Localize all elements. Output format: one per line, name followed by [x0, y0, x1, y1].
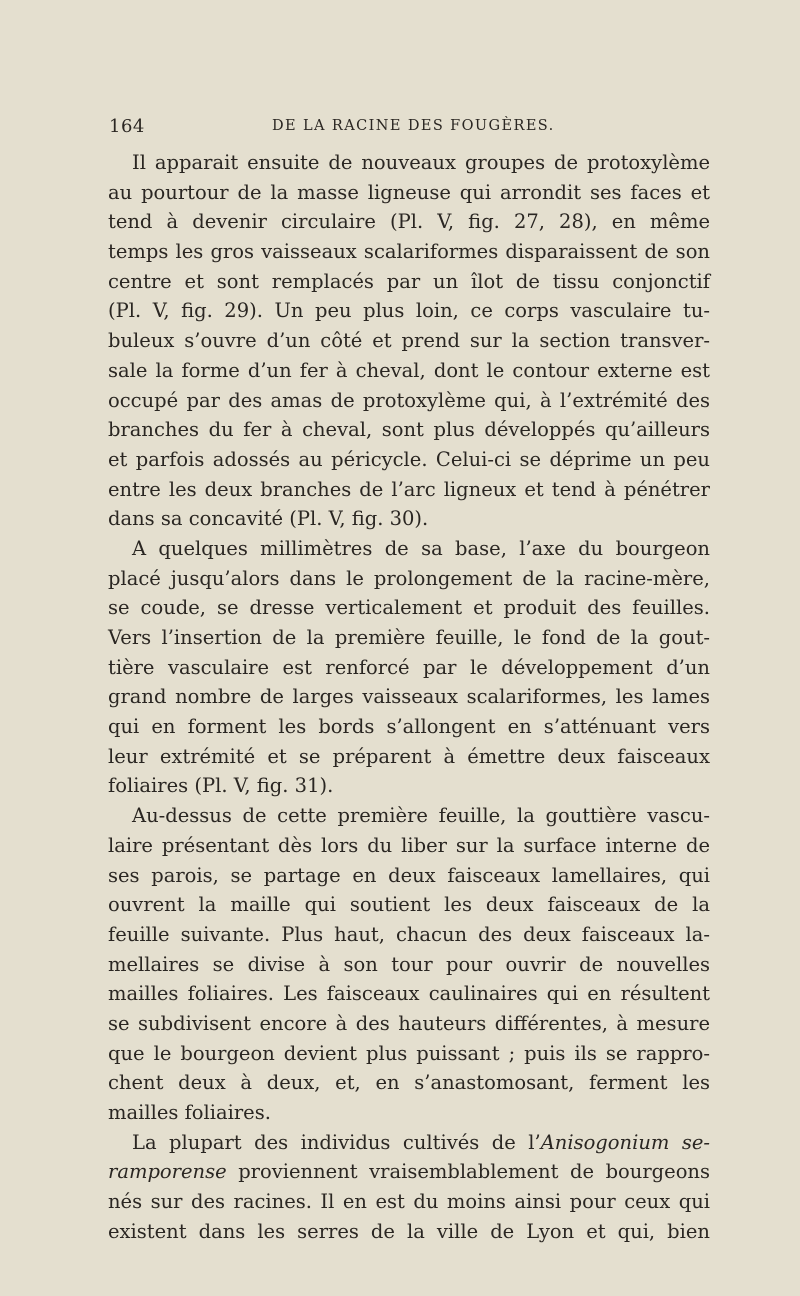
text-line: au pourtour de la masse ligneuse qui arrondit ses faces et [108, 180, 710, 204]
line-text: proviennent vraisemblablement de bourgeons [226, 1160, 710, 1184]
text-line: centre et sont remplacés par un îlot de tissu conjonctif [108, 269, 710, 293]
body-text [108, 148, 710, 1246]
text-line: Il apparait ensuite de nouveaux groupes de protoxylème [132, 151, 710, 174]
text-line: entre les deux branches de l’arc ligneux et tend à pénétrer [108, 477, 710, 501]
text-line: nés sur des racines. Il en est du moins ainsi pour ceux qui [108, 1190, 710, 1214]
text-line: feuille suivante. Plus haut, chacun des deux faisceaux la- [108, 922, 710, 946]
text-line: Au-dessus de cette première feuille, la gouttière vascu- [132, 804, 710, 828]
text-line: se coude, se dresse verticalement et produit des feuilles. [108, 596, 710, 620]
text-line: tière vasculaire est renforcé par le développement d’un [108, 655, 710, 679]
text-line: Vers l’insertion de la première feuille, le fond de la gout- [108, 626, 710, 649]
text-line: ouvrent la maille qui soutient les deux faisceaux de la [108, 893, 710, 917]
text-line: occupé par des amas de protoxylème qui, à l’extrémité des [108, 388, 710, 412]
text-line: qui en forment les bords s’allongent en s’atténuant vers [108, 715, 710, 739]
running-header [109, 116, 709, 140]
text-line: chent deux à deux, et, en s’anastomosant, ferment les [108, 1071, 710, 1095]
text-line: grand nombre de larges vaisseaux scalariformes, les lames [108, 685, 710, 709]
text-line: temps les gros vaisseaux scalariformes disparaissent de son [108, 240, 710, 264]
line-text: La plupart des individus cultivés de l’ [132, 1130, 541, 1154]
species-name-italic: Anisogonium se- [540, 1130, 711, 1154]
text-line: se subdivisent encore à des hauteurs différentes, à mesure [108, 1011, 710, 1035]
page-number: 164 [109, 116, 145, 137]
text-line: tend à devenir circulaire (Pl. V, fig. 27, 28), en même [108, 210, 710, 234]
text-line: A quelques millimètres de sa base, l’axe du bourgeon [132, 536, 710, 560]
text-line [108, 1157, 710, 1187]
species-name-italic: ramporense [108, 1160, 227, 1184]
text-line: sale la forme d’un fer à cheval, dont le contour externe est [108, 358, 710, 382]
text-line: buleux s’ouvre d’un côté et prend sur la section transver- [108, 329, 710, 353]
text-line: et parfois adossés au péricycle. Celui-ci se déprime un peu [108, 447, 710, 471]
text-line: placé jusqu’alors dans le prolongement de la racine-mère, [108, 566, 710, 590]
text-line: dans sa concavité (Pl. V, fig. 30). [108, 507, 429, 531]
text-line: mailles foliaires. [108, 1101, 271, 1124]
text-line: leur extrémité et se préparent à émettre deux faisceaux [108, 744, 710, 768]
text-line: foliaires (Pl. V, fig. 31). [108, 774, 334, 798]
text-line: existent dans les serres de la ville de Lyon et qui, bien [108, 1219, 710, 1243]
text-line: que le bourgeon devient plus puissant ; puis ils se rappro- [108, 1041, 710, 1065]
running-title: DE LA RACINE DES FOUGÈRES. [272, 118, 555, 134]
text-line: laire présentant dès lors du liber sur la surface interne de [108, 833, 710, 857]
text-line [108, 1128, 710, 1158]
text-line: mailles foliaires. Les faisceaux caulinaires qui en résultent [108, 982, 710, 1006]
text-line: ses parois, se partage en deux faisceaux lamellaires, qui [108, 863, 710, 887]
text-line: branches du fer à cheval, sont plus développés qu’ailleurs [108, 418, 710, 442]
text-line: (Pl. V, fig. 29). Un peu plus loin, ce corps vasculaire tu- [108, 299, 710, 323]
text-line: mellaires se divise à son tour pour ouvrir de nouvelles [108, 952, 710, 976]
